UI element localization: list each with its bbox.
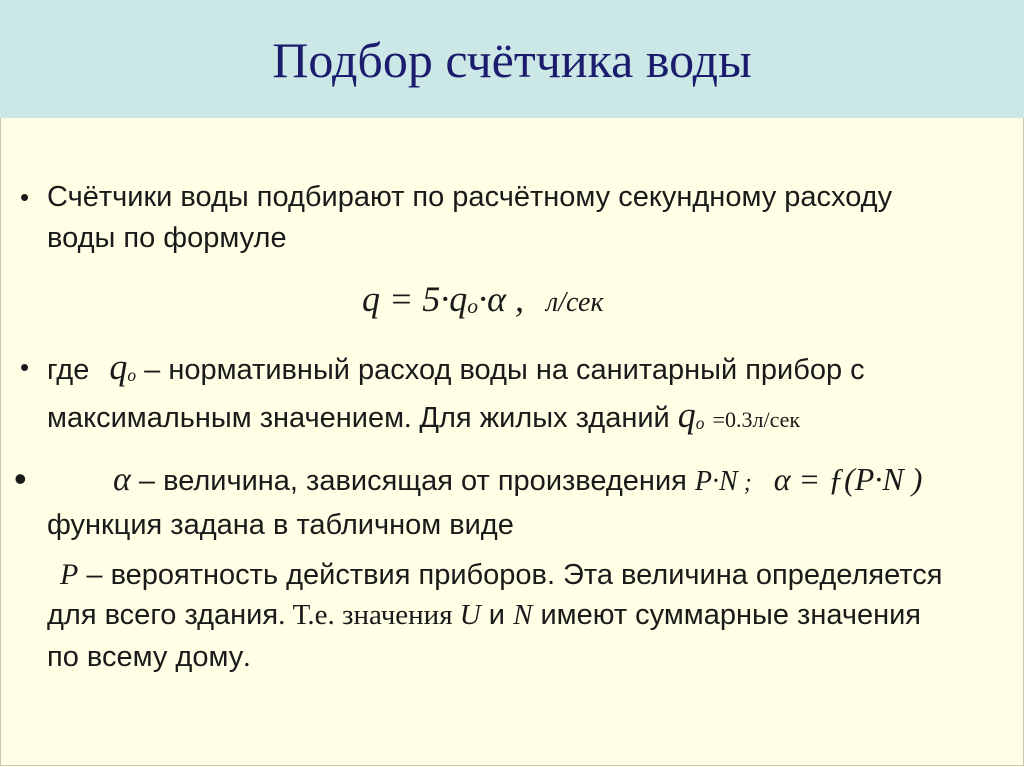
p-symbol: P [60,558,79,591]
bullet-1: • [20,182,30,212]
final-dot: . [243,641,251,673]
paragraph-2-line-1 [47,347,865,392]
paragraph-4-line-1 [60,558,942,592]
alpha-symbol: α [113,461,131,498]
whole-building-text: для всего здания [47,599,279,631]
q0-symbol: q [109,347,128,387]
paragraph-2-line-2 [47,395,801,440]
formula-eq: = 5· [380,279,450,319]
formula-rest: ·α , [478,279,524,319]
q0-unit: л/сек [752,407,801,432]
paragraph-1-line-2: воды по формуле [47,222,287,254]
paragraph-4-line-2 [47,598,921,632]
whole-house-text: по всему дому [47,641,244,673]
and-word: и [480,599,514,631]
page-title: Подбор счётчика воды [272,32,752,88]
bullet-3: • [14,458,27,499]
paragraph-3-line-2: функция задана в табличном виде [47,509,514,541]
q0-description: – нормативный расход воды на санитарный прибор с [144,354,865,386]
p-description: – вероятность действия приборов. Эта величина определяется [78,559,943,591]
residential-text: Для жилых зданий [411,402,678,434]
u-symbol: U [459,599,481,631]
q0-subscript-2: o [695,413,705,433]
formula-lhs: q [362,279,380,319]
pn-semicolon: ; [737,470,752,496]
total-values-text: имеют суммарные значения [532,599,921,631]
q0-subscript: o [127,365,137,385]
paragraph-4-line-3 [47,640,250,674]
max-value-text: максимальным значением [47,402,405,434]
alpha-function: α = ƒ(P·N ) [773,461,923,497]
max-value-dot: . [404,402,412,434]
paragraph-1-line-1: Счётчики воды подбирают по расчётному секундному расходу [47,181,893,213]
formula-sub: o [467,294,479,318]
ie-text: . Т.е. значения [278,599,460,631]
where-word: где [47,354,90,386]
bullet-2: • [20,352,30,382]
pn-product: P·N [694,466,738,497]
formula-q: q [449,279,468,319]
formula-unit: л/сек [546,287,604,318]
q0-value: =0.3 [712,407,753,432]
paragraph-3-line-1 [113,462,922,500]
formula [362,278,604,320]
alpha-description: – величина, зависящая от произведения [138,465,695,497]
q0-symbol-2: q [677,395,696,435]
n-symbol: N [513,599,533,631]
